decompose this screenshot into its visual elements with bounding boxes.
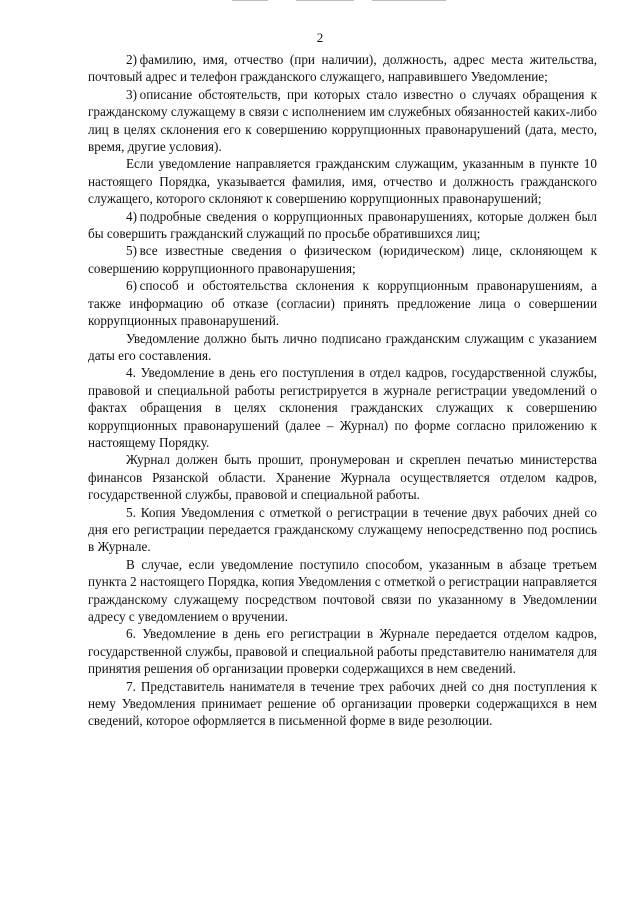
scan-edge-mark: [232, 0, 268, 1]
paragraph-signature-requirement: Уведомление должно быть лично подписано гражданским служащим с указанием даты его составления.: [88, 330, 597, 363]
paragraph-section-5: 5. Копия Уведомления с отметкой о регистрации в течение двух рабочих дней со дня его регистрации передается гражданскому служащему непосредственно под роспись в Журнале.: [88, 504, 597, 555]
paragraph-clause-10-note: Если уведомление направляется гражданским служащим, указанным в пункте 10 настоящего Порядка, указывается фамилия, имя, отчество и должность гражданского служащего, которого склоняют к совершению коррупционных правонарушений;: [88, 156, 597, 207]
paragraph-item-3: 3) описание обстоятельств, при которых стало известно о случаях обращения к гражданскому служащему в связи с исполнением им служебных обязанностей каких-либо лиц в целях склонения его к совершению коррупционных правонарушений (дата, место, время, другие условия).: [88, 86, 597, 155]
paragraph-item-6: 6) способ и обстоятельства склонения к коррупционным правонарушениям, а также информацию об отказе (согласии) принять предложение лица о совершении коррупционных правонарушений.: [88, 278, 597, 329]
document-body: [88, 51, 597, 730]
paragraph-section-4: 4. Уведомление в день его поступления в отдел кадров, государственной службы, правовой и специальной работы регистрируется в журнале регистрации уведомлений о фактах обращения в целях склонения гражданских служащих к совершению коррупционных правонарушений (далее – Журнал) по форме согласно приложению к настоящему Порядку.: [88, 365, 597, 450]
paragraph-journal-storage: Журнал должен быть прошит, пронумерован и скреплен печатью министерства финансов Рязанской области. Хранение Журнала осуществляется отделом кадров, государственной службы, правовой и специальной работы.: [88, 452, 597, 503]
scan-edge-mark: [372, 0, 446, 1]
scan-edge-mark: [296, 0, 354, 1]
paragraph-item-5: 5) все известные сведения о физическом (юридическом) лице, склоняющем к совершению коррупционного правонарушения;: [88, 243, 597, 276]
paragraph-section-7: 7. Представитель нанимателя в течение трех рабочих дней со дня поступления к нему Уведомления принимает решение об организации проверки содержащихся в нем сведений, которое оформляется в письменной форме в виде резолюции.: [88, 678, 597, 729]
paragraph-item-2: 2) фамилию, имя, отчество (при наличии), должность, адрес места жительства, почтовый адрес и телефон гражданского служащего, направившего Уведомление;: [88, 52, 597, 85]
page-number: 2: [316, 30, 324, 45]
paragraph-postal-delivery: В случае, если уведомление поступило способом, указанным в абзаце третьем пункта 2 настоящего Порядка, копия Уведомления с отметкой о регистрации направляется гражданскому служащему посредством почтовой связи по указанному в Уведомлении адресу с уведомлением о вручении.: [88, 556, 597, 624]
paragraph-section-6: 6. Уведомление в день его регистрации в Журнале передается отделом кадров, государственной службы, правовой и специальной работы представителю нанимателя для принятия решения об организации проверки содержащихся в нем сведений.: [88, 626, 597, 677]
paragraph-item-4: 4) подробные сведения о коррупционных правонарушениях, которые должен был бы совершить гражданский служащий по просьбе обратившихся лиц;: [88, 208, 597, 242]
